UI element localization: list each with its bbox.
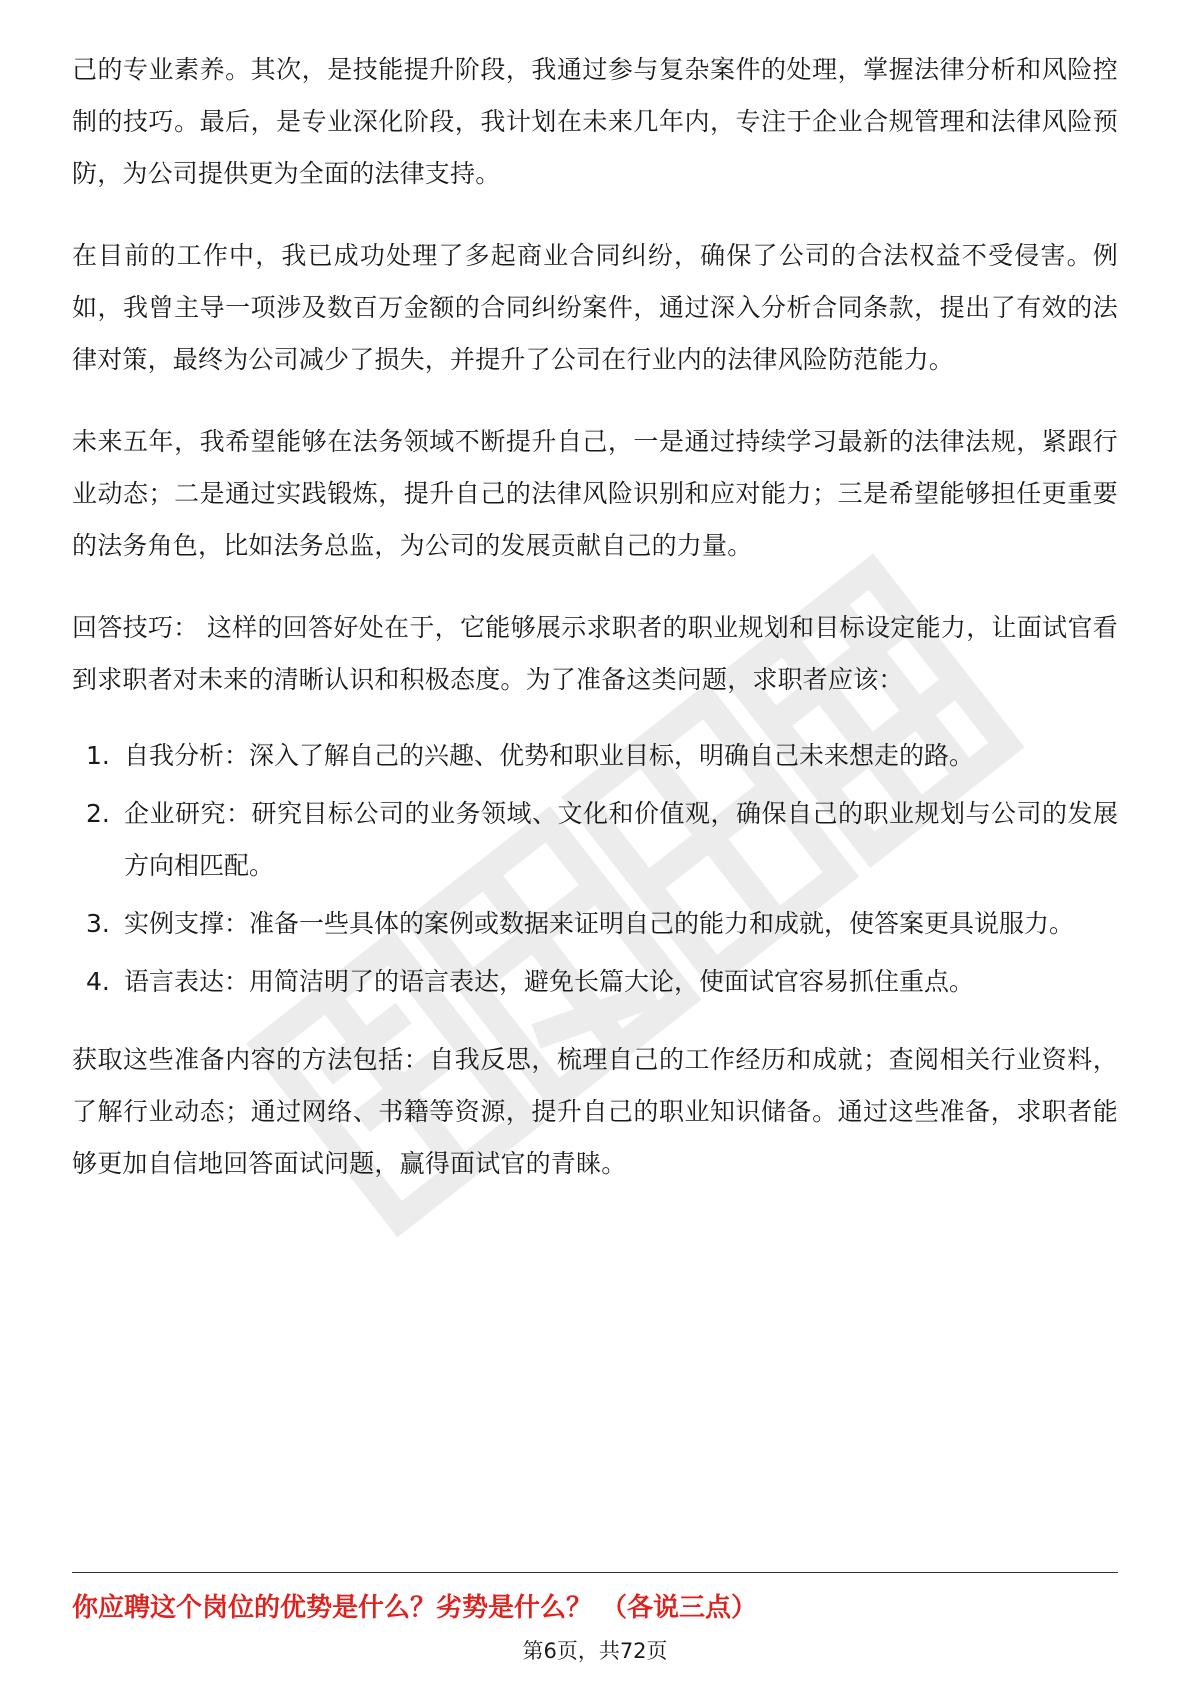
preparation-list [72,730,1118,1008]
paragraph-answer-tips: 回答技巧： 这样的回答好处在于，它能够展示求职者的职业规划和目标设定能力，让面试官看到求职者对未来的清晰认识和积极态度。为了准备这类问题，求职者应该： [72,613,1118,694]
list-item-number: 1. [86,741,110,770]
list-item-text: 实例支撑：准备一些具体的案例或数据来证明自己的能力和成就，使答案更具说服力。 [124,909,1075,938]
list-item-number: 2. [86,799,110,828]
paragraph-five-year-plan: 未来五年，我希望能够在法务领域不断提升自己，一是通过持续学习最新的法律法规，紧跟行业动态；二是通过实践锻炼，提升自己的法律风险识别和应对能力；三是希望能够担任更重要的法务角色，比如法务总监，为公司的发展贡献自己的力量。 [72,427,1118,560]
list-item [72,956,1118,1008]
list-item-text: 企业研究：研究目标公司的业务领域、文化和价值观，确保自己的职业规划与公司的发展方向相匹配。 [124,799,1118,880]
list-item [72,898,1118,950]
paragraph-work-achievements: 在目前的工作中，我已成功处理了多起商业合同纠纷，确保了公司的合法权益不受侵害。例如，我曾主导一项涉及数百万金额的合同纠纷案件，通过深入分析合同条款，提出了有效的法律对策，最终为公司减少了损失，并提升了公司在行业内的法律风险防范能力。 [72,241,1118,374]
paragraph-career-stages: 己的专业素养。其次，是技能提升阶段，我通过参与复杂案件的处理，掌握法律分析和风险控制的技巧。最后，是专业深化阶段，我计划在未来几年内，专注于企业合规管理和法律风险预防，为公司提供更为全面的法律支持。 [72,55,1118,188]
section-divider [72,1572,1118,1573]
paragraph-preparation-methods: 获取这些准备内容的方法包括：自我反思，梳理自己的工作经历和成就；查阅相关行业资料，了解行业动态；通过网络、书籍等资源，提升自己的职业知识储备。通过这些准备，求职者能够更加自信地回答面试问题，赢得面试官的青睐。 [72,1045,1118,1178]
list-item-number: 3. [86,909,110,938]
list-item-text: 自我分析：深入了解自己的兴趣、优势和职业目标，明确自己未来想走的路。 [124,741,975,770]
document-body [72,44,1118,1190]
page-number-footer: 第6页，共72页 [522,1639,668,1663]
list-item-text: 语言表达：用简洁明了的语言表达，避免长篇大论，使面试官容易抓住重点。 [124,967,975,996]
list-item [72,788,1118,892]
list-item-number: 4. [86,967,110,996]
next-question-heading: 你应聘这个岗位的优势是什么？劣势是什么？ （各说三点） [72,1593,758,1623]
list-item [72,730,1118,782]
